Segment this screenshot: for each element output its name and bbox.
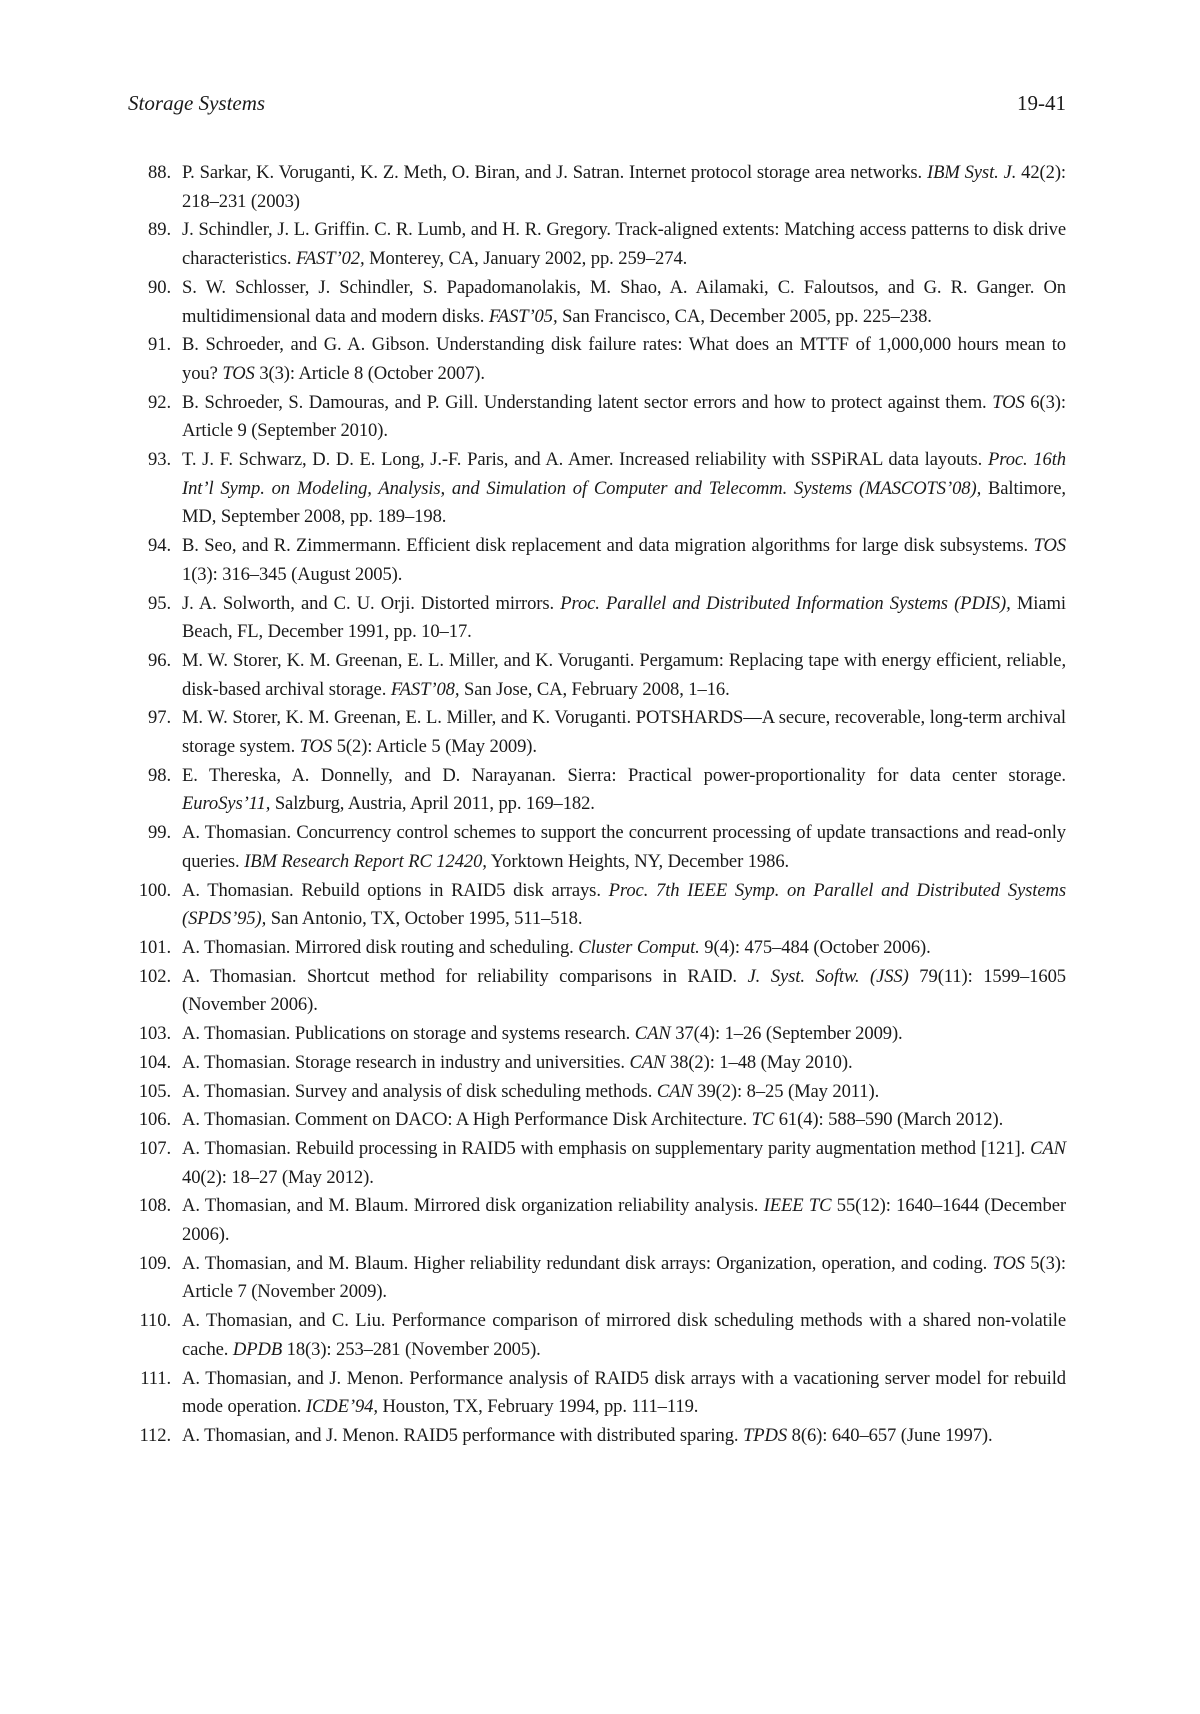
reference-item — [128, 1307, 1066, 1364]
reference-details: 42(2): 218–231 (2003) — [182, 162, 1066, 212]
reference-details: 1(3): 316–345 (August 2005). — [182, 563, 403, 585]
reference-authors: A. Thomasian. — [182, 1051, 291, 1073]
reference-authors: A. Thomasian. — [182, 1023, 291, 1045]
reference-title: Mirrored disk organization reliability analysis. — [413, 1195, 759, 1217]
reference-authors: A. Thomasian. — [182, 822, 292, 844]
reference-item — [128, 1250, 1066, 1307]
reference-number: 106. — [138, 1109, 171, 1131]
reference-item — [128, 331, 1066, 388]
reference-details: 9(4): 475–484 (October 2006). — [704, 936, 931, 958]
reference-authors: M. W. Storer, K. M. Greenan, E. L. Miller, and K. Voruganti. — [182, 649, 635, 671]
reference-item — [128, 877, 1066, 934]
reference-venue: IBM Research Report RC 12420, — [244, 850, 487, 872]
reference-item — [128, 704, 1066, 761]
reference-title: Storage research in industry and universities. — [294, 1051, 625, 1073]
reference-details: 61(4): 588–590 (March 2012). — [778, 1109, 1004, 1131]
reference-venue: Proc. 7th IEEE Symp. on Parallel and Distributed Systems (SPDS’95), — [182, 879, 1066, 930]
reference-authors: A. Thomasian. — [182, 936, 291, 958]
reference-number: 105. — [138, 1080, 171, 1102]
reference-details: Monterey, CA, January 2002, pp. 259–274. — [369, 248, 688, 270]
reference-item — [128, 590, 1066, 647]
reference-title: Performance comparison of mirrored disk scheduling methods with a shared non-volatile cache. — [182, 1310, 1066, 1360]
reference-details: 79(11): 1599–1605 (November 2006). — [182, 965, 1066, 1016]
reference-number: 110. — [139, 1310, 171, 1332]
reference-number: 95. — [148, 592, 171, 614]
reference-authors: B. Schroeder, S. Damouras, and P. Gill. — [182, 391, 479, 413]
reference-venue: TPDS — [743, 1424, 788, 1446]
reference-authors: S. W. Schlosser, J. Schindler, S. Papadomanolakis, M. Shao, A. Ailamaki, C. Faloutsos, and G. R. Ganger. — [182, 276, 1035, 298]
reference-number: 94. — [148, 535, 171, 557]
reference-number: 107. — [138, 1137, 171, 1159]
reference-title: Performance analysis of RAID5 disk arrays with a vacationing server model for rebuild mode operation. — [182, 1367, 1066, 1418]
reference-item — [128, 532, 1066, 589]
reference-details: 5(2): Article 5 (May 2009). — [336, 736, 537, 758]
reference-title: Shortcut method for reliability comparisons in RAID. — [306, 965, 737, 987]
reference-venue: Proc. 16th Int’l Symp. on Modeling, Analysis, and Simulation of Computer and Telecomm. Systems (MASCOTS’08), — [182, 449, 1066, 499]
reference-venue: FAST’02, — [295, 248, 365, 270]
reference-number: 97. — [148, 707, 171, 729]
reference-title: Comment on DACO: A High Performance Disk Architecture. — [294, 1109, 748, 1131]
reference-details: 5(3): Article 7 (November 2009). — [182, 1252, 1066, 1303]
reference-number: 100. — [138, 879, 171, 901]
reference-title: Concurrency control schemes to support the concurrent processing of update transactions and read-only queries. — [182, 822, 1066, 872]
reference-authors: A. Thomasian. — [182, 879, 294, 901]
reference-authors: A. Thomasian. — [182, 1137, 291, 1159]
reference-venue: TOS — [1033, 535, 1066, 557]
reference-venue: Cluster Comput. — [578, 936, 700, 958]
reference-number: 92. — [148, 391, 171, 413]
reference-item — [128, 1365, 1066, 1422]
reference-authors: A. Thomasian, and M. Blaum. — [182, 1195, 409, 1217]
reference-details: San Antonio, TX, October 1995, 511–518. — [270, 908, 583, 930]
reference-title: Rebuild options in RAID5 disk arrays. — [301, 879, 601, 901]
reference-title: Publications on storage and systems research. — [294, 1023, 631, 1045]
reference-number: 108. — [138, 1195, 171, 1217]
reference-venue: FAST’05, — [488, 305, 558, 327]
reference-authors: A. Thomasian, and J. Menon. — [182, 1367, 404, 1389]
reference-details: 55(12): 1640–1644 (December 2006). — [182, 1195, 1066, 1246]
reference-details: Salzburg, Austria, April 2011, pp. 169–182. — [274, 793, 595, 815]
reference-item — [128, 274, 1066, 331]
reference-title: Survey and analysis of disk scheduling methods. — [294, 1080, 653, 1102]
reference-title: Track-aligned extents: Matching access patterns to disk drive characteristics. — [182, 219, 1066, 270]
reference-details: 6(3): Article 9 (September 2010). — [182, 391, 1066, 442]
reference-venue: IEEE TC — [763, 1195, 832, 1217]
reference-item — [128, 159, 1066, 216]
reference-authors: B. Schroeder, and G. A. Gibson. — [182, 334, 430, 356]
reference-item — [128, 819, 1066, 876]
reference-details: 39(2): 8–25 (May 2011). — [697, 1080, 880, 1102]
reference-title: Understanding disk failure rates: What does an MTTF of 1,000,000 hours mean to you? — [182, 334, 1067, 384]
reference-title: Internet protocol storage area networks. — [629, 162, 923, 183]
reference-item — [128, 216, 1066, 273]
reference-authors: P. Sarkar, K. Voruganti, K. Z. Meth, O. Biran, and J. Satran. — [182, 162, 625, 183]
reference-number: 101. — [138, 936, 171, 958]
reference-item — [128, 647, 1066, 704]
reference-details: Miami Beach, FL, December 1991, pp. 10–17. — [182, 592, 1066, 643]
reference-details: 40(2): 18–27 (May 2012). — [182, 1166, 374, 1188]
reference-title: Efficient disk replacement and data migration algorithms for large disk subsystems. — [406, 535, 1029, 557]
reference-venue: TOS — [992, 1252, 1025, 1274]
reference-venue: TOS — [222, 362, 255, 384]
reference-authors: A. Thomasian. — [182, 1080, 291, 1102]
reference-authors: A. Thomasian. — [182, 965, 297, 987]
reference-authors: A. Thomasian, and C. Liu. — [182, 1310, 386, 1332]
reference-authors: T. J. F. Schwarz, D. D. E. Long, J.-F. Paris, and A. Amer. — [182, 449, 614, 471]
reference-venue: EuroSys’11, — [182, 793, 271, 815]
reference-details: 37(4): 1–26 (September 2009). — [675, 1023, 903, 1045]
reference-venue: ICDE’94, — [305, 1396, 378, 1418]
reference-venue: IBM Syst. J. — [926, 162, 1017, 183]
reference-details: Baltimore, MD, September 2008, pp. 189–198. — [182, 477, 1066, 528]
reference-venue: TOS — [299, 736, 333, 758]
reference-venue: TC — [751, 1109, 775, 1131]
reference-item — [128, 1049, 1066, 1078]
reference-authors: E. Thereska, A. Donnelly, and D. Narayanan. — [182, 764, 556, 786]
reference-venue: TOS — [992, 391, 1025, 413]
reference-authors: J. A. Solworth, and C. U. Orji. — [182, 592, 415, 614]
reference-authors: B. Seo, and R. Zimmermann. — [182, 535, 401, 557]
reference-list — [128, 159, 1066, 1451]
reference-details: Houston, TX, February 1994, pp. 111–119. — [382, 1396, 699, 1418]
reference-number: 96. — [148, 649, 171, 671]
reference-title: POTSHARDS—A secure, recoverable, long-term archival storage system. — [182, 707, 1066, 758]
reference-venue: FAST’08, — [390, 678, 460, 700]
reference-item — [128, 1020, 1066, 1049]
reference-number: 90. — [148, 276, 171, 298]
reference-item — [128, 762, 1066, 819]
reference-item — [128, 446, 1066, 532]
reference-number: 104. — [138, 1051, 171, 1073]
reference-title: On multidimensional data and modern disks. — [182, 276, 1066, 327]
reference-authors: A. Thomasian, and M. Blaum. — [182, 1252, 409, 1274]
reference-number: 102. — [138, 965, 171, 987]
reference-authors: A. Thomasian. — [182, 1109, 291, 1131]
reference-venue: CAN — [634, 1023, 671, 1045]
reference-venue: CAN — [1030, 1137, 1066, 1159]
reference-title: Mirrored disk routing and scheduling. — [294, 936, 574, 958]
reference-item — [128, 1135, 1066, 1192]
reference-venue: CAN — [629, 1051, 666, 1073]
reference-item — [128, 389, 1066, 446]
reference-number: 93. — [148, 449, 171, 471]
reference-details: 18(3): 253–281 (November 2005). — [286, 1338, 541, 1360]
reference-authors: J. Schindler, J. L. Griffin. C. R. Lumb, and H. R. Gregory. — [182, 219, 611, 241]
reference-title: Distorted mirrors. — [421, 592, 555, 614]
reference-venue: Proc. Parallel and Distributed Information Systems (PDIS), — [560, 592, 1011, 614]
reference-item — [128, 1106, 1066, 1135]
reference-details: Yorktown Heights, NY, December 1986. — [490, 850, 790, 872]
reference-authors: M. W. Storer, K. M. Greenan, E. L. Miller, and K. Voruganti. — [182, 707, 631, 729]
reference-item — [128, 1422, 1066, 1451]
reference-details: San Jose, CA, February 2008, 1–16. — [463, 678, 730, 700]
reference-venue: DPDB — [232, 1338, 283, 1360]
reference-title: Sierra: Practical power-proportionality for data center storage. — [567, 764, 1066, 786]
reference-title: Increased reliability with SSPiRAL data layouts. — [619, 449, 983, 471]
reference-number: 89. — [148, 219, 171, 241]
reference-details: 3(3): Article 8 (October 2007). — [259, 362, 485, 384]
reference-number: 112. — [139, 1424, 171, 1446]
reference-title: RAID5 performance with distributed sparing. — [403, 1424, 739, 1446]
reference-item — [128, 963, 1066, 1020]
reference-number: 99. — [148, 822, 171, 844]
reference-details: 38(2): 1–48 (May 2010). — [669, 1051, 853, 1073]
reference-number: 98. — [148, 764, 171, 786]
reference-number: 103. — [138, 1023, 171, 1045]
reference-title: Rebuild processing in RAID5 with emphasis on supplementary parity augmentation method [121]. — [295, 1137, 1026, 1159]
reference-number: 88. — [148, 162, 171, 183]
reference-venue: J. Syst. Softw. (JSS) — [747, 965, 909, 987]
reference-details: San Francisco, CA, December 2005, pp. 225–238. — [562, 305, 932, 327]
reference-number: 109. — [138, 1252, 171, 1274]
reference-item — [128, 934, 1066, 963]
reference-title: Understanding latent sector errors and how to protect against them. — [483, 391, 987, 413]
running-header — [128, 88, 1066, 118]
reference-title: Higher reliability redundant disk arrays: Organization, operation, and coding. — [413, 1252, 988, 1274]
reference-item — [128, 1078, 1066, 1107]
reference-item — [128, 1192, 1066, 1249]
page-number: 19-41 — [1017, 91, 1066, 115]
running-title: Storage Systems — [128, 91, 266, 115]
reference-title: Pergamum: Replacing tape with energy efficient, reliable, disk-based archival storage. — [182, 649, 1067, 700]
reference-details: 8(6): 640–657 (June 1997). — [791, 1424, 993, 1446]
reference-authors: A. Thomasian, and J. Menon. — [182, 1424, 399, 1446]
reference-number: 111. — [140, 1367, 171, 1389]
reference-number: 91. — [148, 334, 171, 356]
reference-venue: CAN — [656, 1080, 693, 1102]
